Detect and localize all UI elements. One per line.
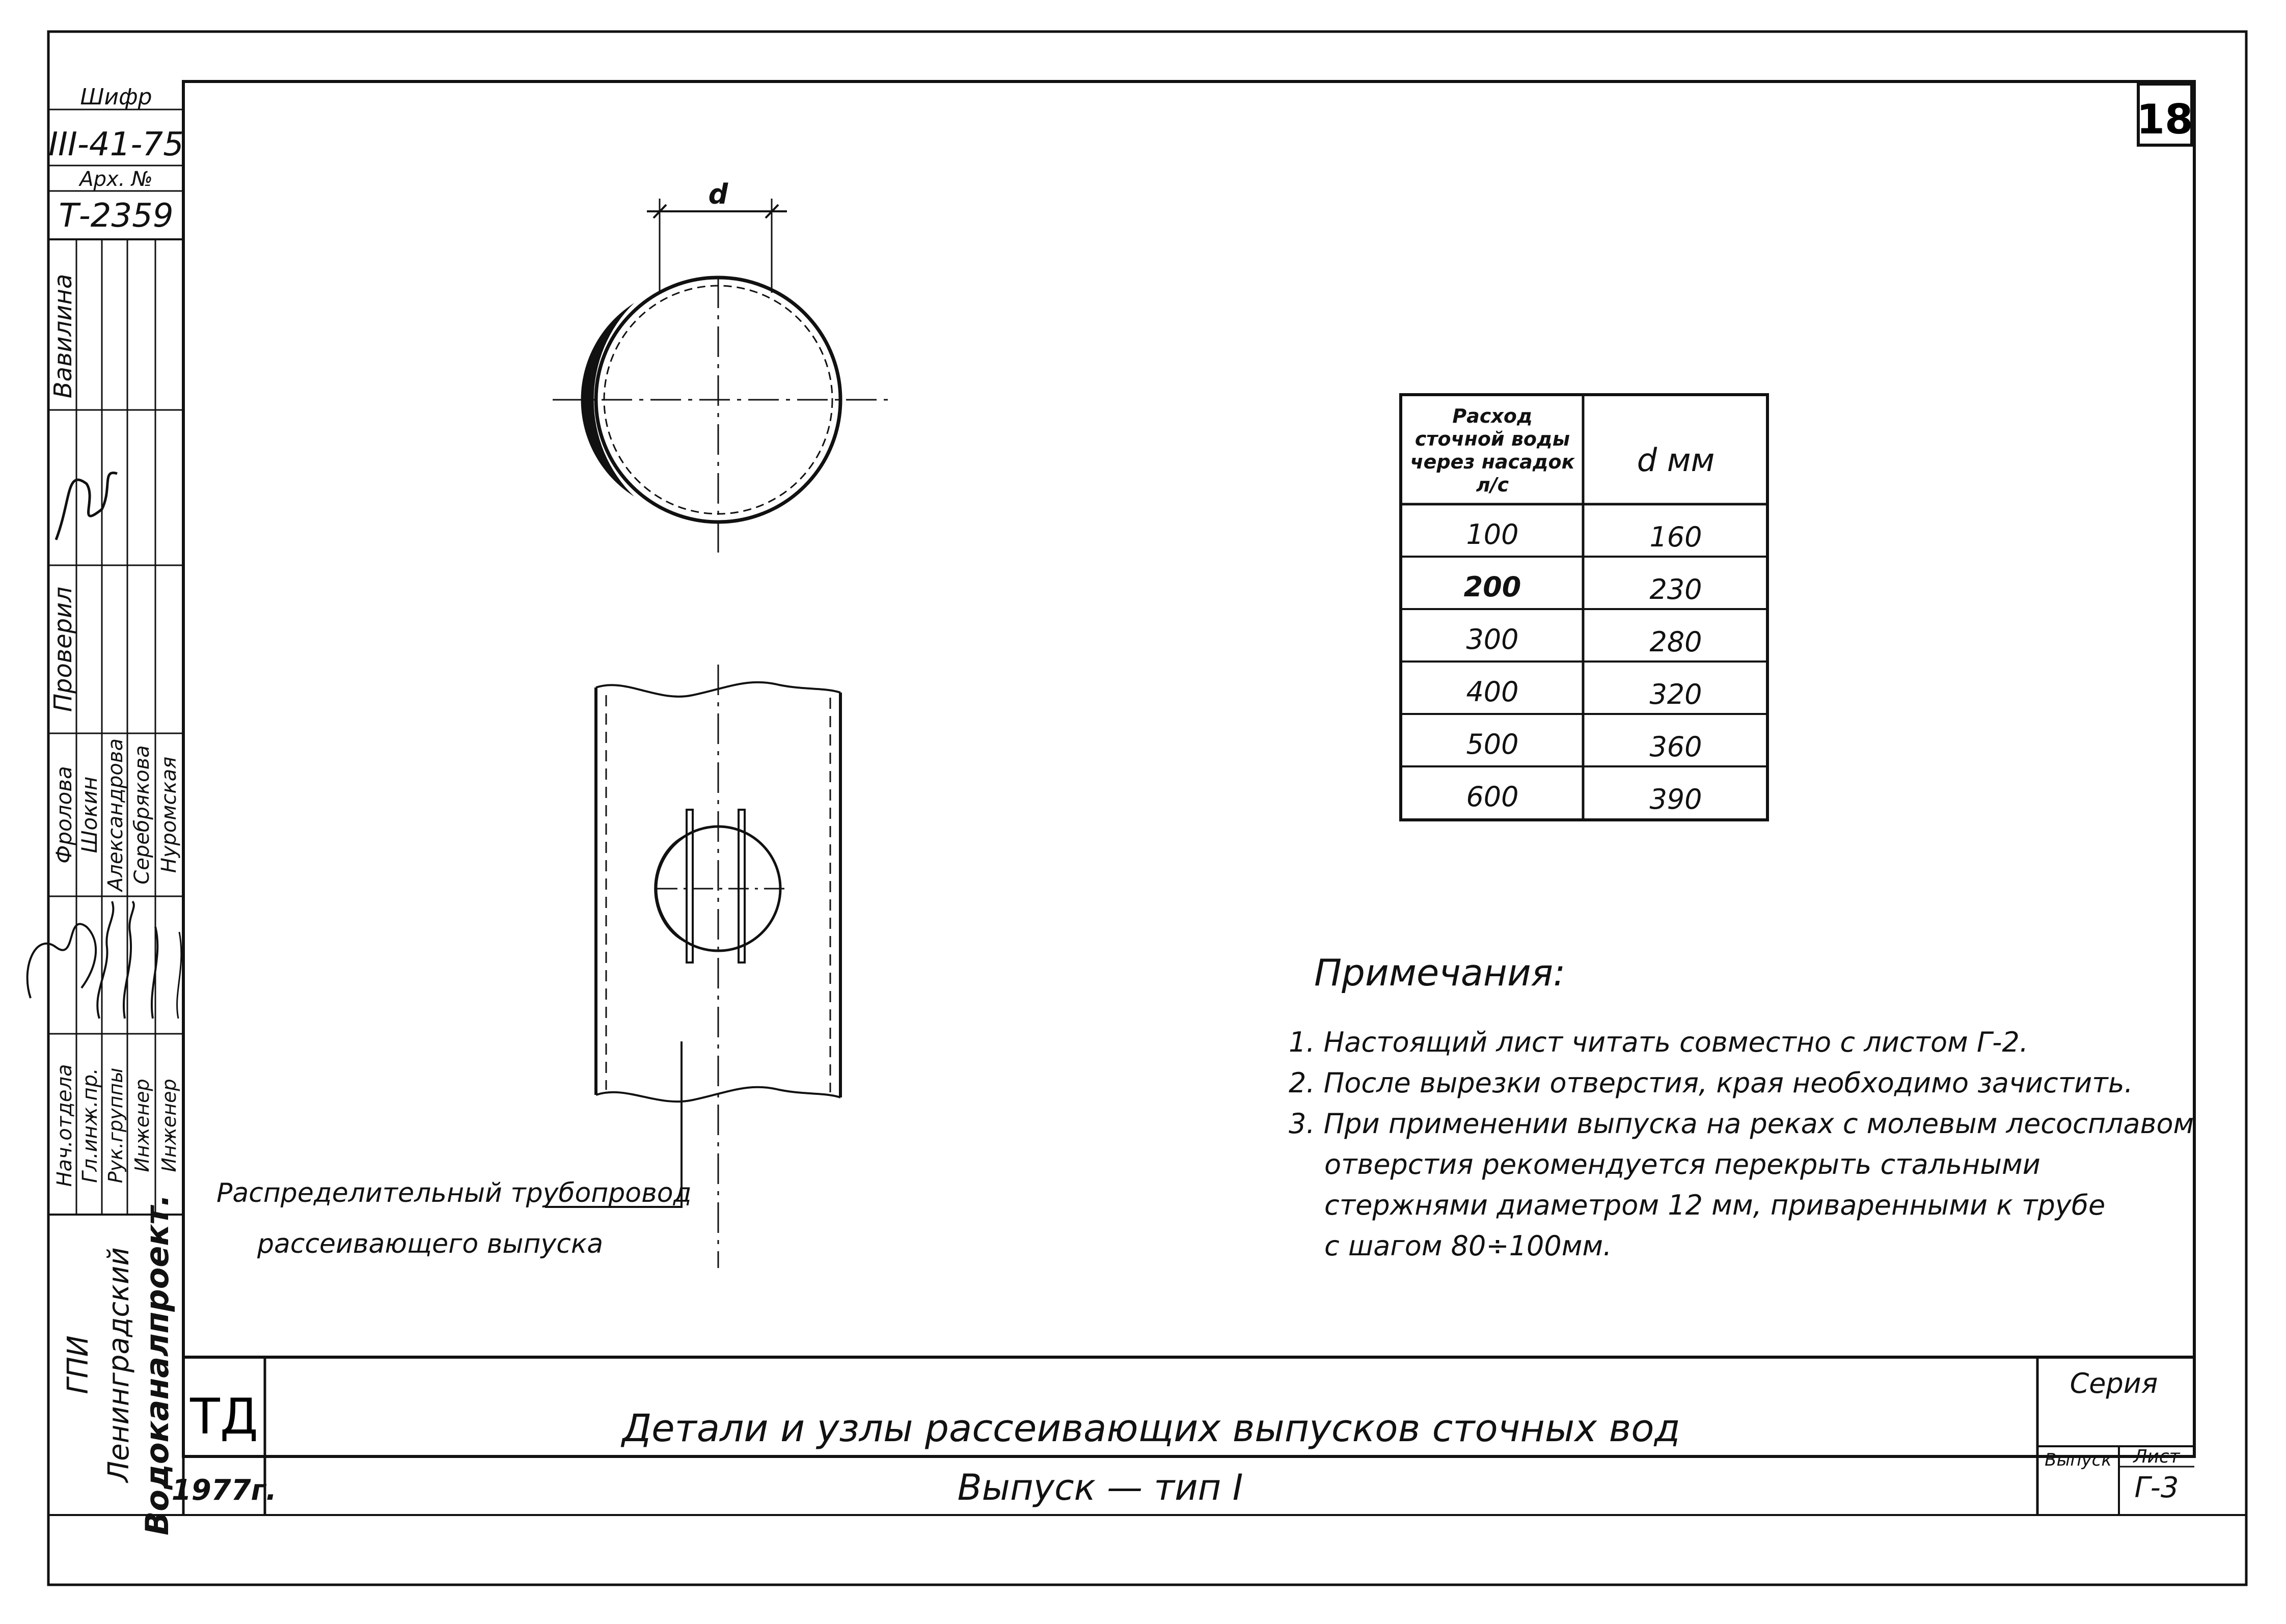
- table-row-1-d: 230: [1649, 573, 1702, 605]
- dimension-d-label: d: [708, 178, 728, 210]
- cipher-value: III-41-75: [48, 126, 184, 163]
- table-header-flow-4: л/с: [1476, 474, 1509, 496]
- sheet-label: Лист: [2133, 1446, 2180, 1467]
- signature-name-vavilina: Вавилина: [49, 273, 77, 399]
- staff-role-0: Нач.отдела: [53, 1064, 76, 1187]
- org-line3: Водоканалпроект.: [139, 1194, 176, 1535]
- staff-name-3: Серебрякова: [130, 745, 154, 885]
- drawing-subtitle: Выпуск — тип I: [957, 1467, 1243, 1508]
- staff-role-2: Рук.группы: [104, 1067, 127, 1183]
- staff-name-4: Нуромская: [157, 756, 181, 873]
- org-line2: Ленинградский: [102, 1247, 135, 1482]
- series-label: Серия: [2070, 1367, 2158, 1399]
- staff-signature-0: [28, 924, 96, 998]
- pipe-caption-line1: Распределительный трубопровод: [216, 1178, 692, 1208]
- table-header-flow-2: сточной воды: [1414, 428, 1570, 450]
- note-line-5: с шагом 80÷100мм.: [1324, 1230, 1612, 1262]
- note-line-4: стержнями диаметром 12 мм, приваренными к трубе: [1324, 1189, 2106, 1221]
- issue-label: Выпуск: [2045, 1450, 2112, 1470]
- table-row-3-d: 320: [1649, 678, 1702, 710]
- pipe-cross-section: [553, 199, 894, 553]
- note-line-3: отверстия рекомендуется перекрыть стальными: [1324, 1148, 2040, 1180]
- table-row-5-flow: 600: [1466, 781, 1519, 813]
- table-row-4-flow: 500: [1466, 728, 1519, 760]
- table-row-1-flow: 200: [1463, 571, 1521, 603]
- staff-name-0: Фролова: [51, 766, 76, 864]
- drawing-title: Детали и узлы рассеивающих выпусков сточных вод: [622, 1407, 1680, 1450]
- page-number: 18: [2136, 96, 2193, 143]
- outer-border: [48, 32, 2246, 1585]
- staff-signature-1: [97, 901, 113, 1019]
- org-line1: ГПИ: [62, 1335, 95, 1394]
- table-row-4-d: 360: [1649, 731, 1702, 763]
- table-header-d: d мм: [1637, 442, 1715, 479]
- title-year: 1977г.: [171, 1474, 277, 1507]
- note-line-0: 1. Настоящий лист читать совместно с листом Г-2.: [1289, 1026, 2028, 1058]
- table-row-0-d: 160: [1649, 521, 1702, 553]
- table-row-2-d: 280: [1649, 626, 1702, 658]
- staff-name-2: Александрова: [104, 738, 127, 891]
- note-line-1: 2. После вырезки отверстия, края необходимо зачистить.: [1289, 1067, 2133, 1099]
- archive-value: Т-2359: [59, 197, 174, 235]
- cipher-label: Шифр: [80, 84, 152, 110]
- notes-title: Примечания:: [1314, 951, 1566, 994]
- staff-signature-2: [124, 901, 134, 1019]
- staff-role-3: Инженер: [131, 1079, 153, 1172]
- table-row-2-flow: 300: [1466, 623, 1519, 655]
- note-line-2: 3. При применении выпуска на реках с молевым лесосплавом: [1289, 1108, 2194, 1140]
- signature-mark: [56, 473, 117, 540]
- signature-checked-label: Проверил: [49, 586, 77, 712]
- table-header-flow-1: Расход: [1452, 405, 1533, 427]
- pipe-caption-line2: рассеивающего выпуска: [257, 1229, 604, 1259]
- staff-role-4: Инженер: [158, 1079, 180, 1172]
- title-td: ТД: [190, 1388, 258, 1445]
- table-header-flow-3: через насадок: [1410, 451, 1575, 473]
- archive-label: Арх. №: [79, 168, 153, 191]
- staff-signature-4: [177, 932, 181, 1019]
- staff-name-1: Шокин: [77, 776, 102, 854]
- table-row-0-flow: 100: [1466, 518, 1519, 550]
- sheet-value: Г-3: [2134, 1471, 2179, 1504]
- staff-role-1: Гл.инж.пр.: [78, 1068, 102, 1183]
- table-row-3-flow: 400: [1466, 676, 1519, 708]
- table-row-5-d: 390: [1649, 783, 1702, 815]
